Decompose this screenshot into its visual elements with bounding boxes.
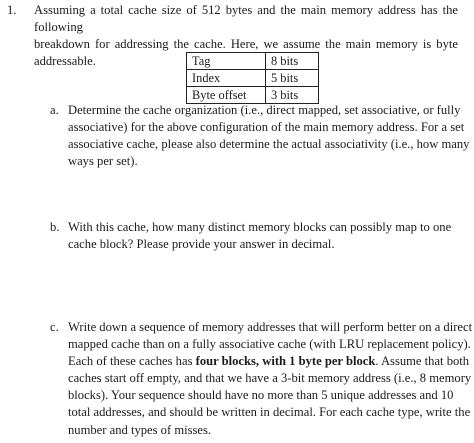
intro-line: Assuming a total cache size of 512 bytes and the main memory address has the following	[34, 3, 458, 34]
table-row	[187, 87, 319, 104]
field-cell: Byte offset	[187, 87, 266, 104]
field-cell: Index	[187, 70, 266, 87]
part-c-text	[68, 319, 473, 439]
intro-line: addressable.	[34, 54, 96, 68]
bits-cell: 5 bits	[266, 70, 319, 87]
field-cell: Tag	[187, 53, 266, 70]
part-c-marker: c.	[50, 320, 59, 334]
question-number: 1.	[7, 3, 17, 17]
part-a-marker: a.	[50, 103, 59, 117]
intro-line: breakdown for addressing the cache. Here, we assume the main memory is byte	[34, 37, 458, 51]
bits-cell: 8 bits	[266, 53, 319, 70]
part-a-line: Determine the cache organization (i.e., direct mapped, set associative, or fully	[68, 103, 461, 117]
part-c-line: blocks). Your sequence should have no more than 5 unique addresses and 10	[68, 388, 454, 403]
part-c-line: caches start off empty, and that we have a 3-bit memory address (i.e., 8 memory	[68, 371, 472, 386]
part-a-text	[68, 102, 470, 170]
part-c-line: number and types of misses.	[68, 422, 212, 437]
part-a-line: ways per set).	[68, 154, 138, 169]
part-b-line: With this cache, how many distinct memory blocks can possibly map to one	[68, 220, 452, 234]
part-c-line3-post: . Assume that both	[375, 354, 470, 369]
part-c-line: Write down a sequence of memory addresses that will perform better on a direct	[68, 320, 473, 334]
part-c-emphasis: four blocks, with 1 byte per block	[195, 354, 376, 369]
part-a-line: associative cache, please also determine the actual associativity (i.e., how many	[68, 137, 470, 152]
part-a	[50, 102, 470, 170]
table-row	[187, 70, 319, 87]
bits-cell: 3 bits	[266, 87, 319, 104]
part-a-line: associative) for the above configuration of the main memory address. For a set	[68, 120, 465, 135]
part-c-line: mapped cache than on a fully associative cache (with LRU replacement policy).	[68, 337, 471, 352]
part-c-line3-pre: Each of these caches has	[68, 354, 196, 369]
part-b	[50, 219, 460, 253]
part-c	[50, 319, 473, 439]
part-b-line: cache block? Please provide your answer in decimal.	[68, 237, 335, 252]
address-breakdown-table	[186, 52, 319, 104]
part-b-text	[68, 219, 460, 253]
table-row	[187, 53, 319, 70]
part-b-marker: b.	[50, 220, 60, 234]
part-c-line: total addresses, and should be written in decimal. For each cache type, write the	[68, 405, 471, 420]
part-c-line	[68, 353, 470, 370]
